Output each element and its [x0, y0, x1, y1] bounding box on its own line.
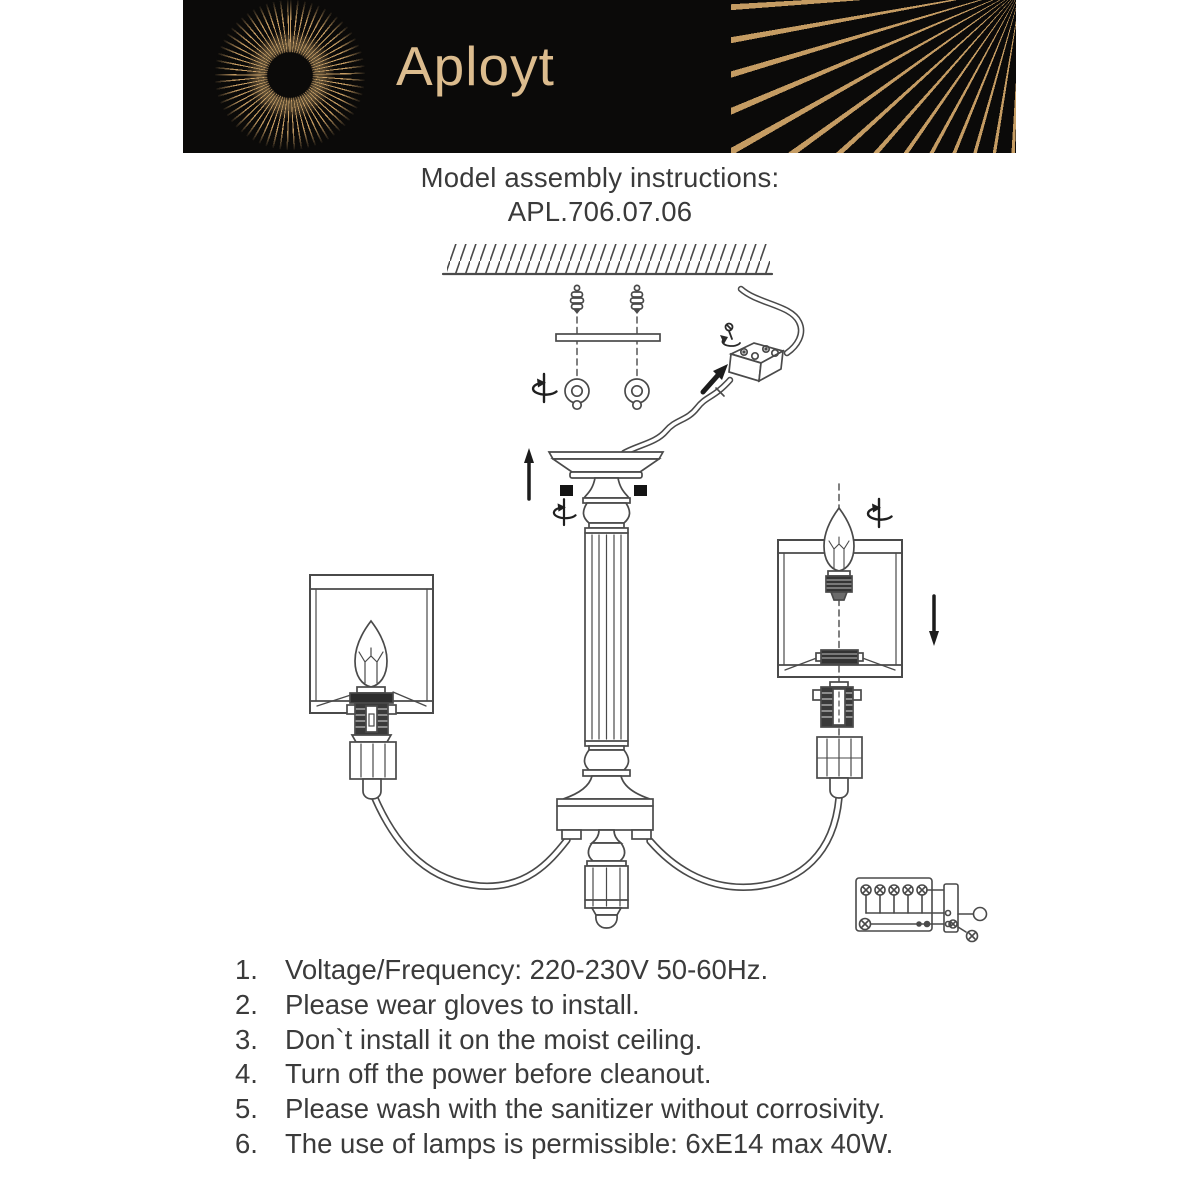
left-socket	[347, 693, 396, 742]
item-number: 5.	[235, 1093, 258, 1125]
item-text: Don`t install it on the moist ceiling.	[285, 1023, 703, 1055]
model-number: APL.706.07.06	[507, 196, 693, 227]
canopy	[549, 452, 663, 478]
rotate-icon-canopy	[554, 499, 576, 525]
ceiling-hatch	[443, 244, 772, 274]
instruction-item	[235, 1058, 893, 1093]
brand-name: Aployt	[396, 35, 555, 97]
instruction-item	[235, 1024, 893, 1059]
rotate-icon-bulb	[868, 499, 891, 527]
instruction-item	[235, 1128, 893, 1163]
item-text: Voltage/Frequency: 220-230V 50-60Hz.	[285, 954, 769, 985]
down-arrow-icon	[929, 596, 939, 646]
left-candle-sleeve	[350, 742, 396, 799]
right-arm	[650, 798, 839, 887]
wiring-diagram	[856, 878, 987, 942]
center-column	[563, 478, 650, 799]
mounting-screw-right	[631, 285, 644, 377]
item-text: Turn off the power before cleanout.	[285, 1058, 712, 1090]
item-number: 2.	[235, 988, 258, 1020]
mains-wire	[741, 289, 801, 353]
item-text: The use of lamps is permissible: 6xE14 max 40W.	[285, 1127, 894, 1159]
mount-square-right	[634, 485, 647, 496]
bottom-finial	[585, 830, 628, 928]
page-title: Model assembly instructions:	[420, 162, 780, 193]
rotate-icon-anchor	[533, 374, 556, 402]
right-bulb	[824, 508, 854, 600]
mounting-screw-left	[571, 285, 584, 377]
instruction-item	[235, 1093, 893, 1128]
mount-square-left	[560, 485, 573, 496]
instruction-list	[235, 954, 893, 1163]
terminal-screw-icon	[720, 324, 740, 347]
item-number: 6.	[235, 1127, 258, 1159]
item-number: 3.	[235, 1023, 258, 1055]
item-number: 1.	[235, 954, 258, 985]
item-text: Please wash with the sanitizer without corrosivity.	[285, 1093, 886, 1125]
instruction-item	[235, 989, 893, 1024]
right-socket	[813, 682, 861, 727]
left-arm	[374, 796, 567, 886]
mounting-bar	[556, 334, 660, 341]
up-arrow-icon	[524, 448, 534, 499]
item-number: 4.	[235, 1058, 258, 1090]
item-text: Please wear gloves to install.	[285, 988, 640, 1020]
terminal-block	[729, 343, 783, 381]
wall-anchor-left	[565, 379, 589, 409]
wall-anchor-right	[625, 379, 649, 409]
right-candle-sleeve	[817, 737, 862, 798]
instruction-item	[235, 954, 893, 989]
